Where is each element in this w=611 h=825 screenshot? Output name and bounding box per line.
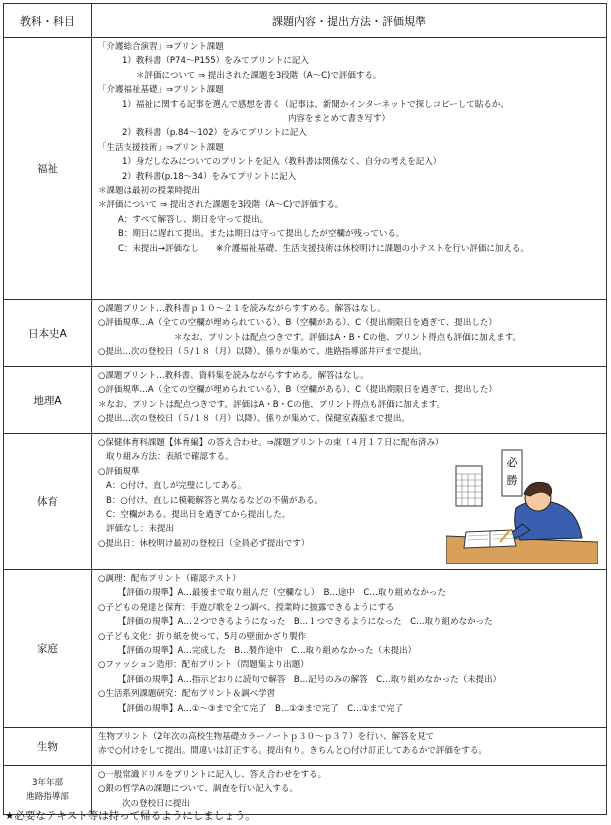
content-line: ○提出…次の登校日（５/１８（月）以降）、係りが集めて、進路指導部井戸まで提出。	[98, 347, 427, 358]
content-line: ○評価規準…A（全ての空欄が埋められている）、B（空欄がある）、C（提出期限日を過ぎて、提出した）	[98, 385, 497, 396]
content-line: ○ファッション造形：配布プリント（問題集より出題）	[98, 660, 309, 671]
content-line: 「生活支援技術」⇒プリント課題	[98, 142, 224, 153]
content-line: ＊評価について ⇒ 提出された課題を3段階（A〜C)で評価する。	[136, 70, 382, 81]
content-line: B：○付け、直しに模範解答と異なるなどの不備がある。	[106, 495, 323, 506]
content-cell-seibutsu	[92, 728, 607, 766]
content-line: ＊なお、プリントは配点つきです。評価はA・B・Cの他、プリント得点も評価に加えます。	[174, 332, 522, 343]
footer-note: ★必要なテキスト等は持って帰るようにしましょう。	[5, 810, 256, 822]
content-line: ○子どもの発達と保育：手遊び歌を２つ調べ、授業時に披露できるようにする	[98, 602, 395, 613]
content-line: 評価なし：未提出	[106, 524, 175, 535]
content-line: A：○付け、直しが完璧にしてある。	[106, 481, 247, 492]
poster-text-2: 勝	[506, 474, 518, 487]
subject-cell-chiri: 地理A	[4, 367, 92, 434]
assignment-table	[3, 3, 607, 815]
content-line: ＊なお、プリントは配点つきです。評価はA・B・Cの他、プリント得点も評価に加えます。	[98, 399, 446, 410]
content-line: ○調理：配布プリント（確認テスト）	[98, 574, 241, 584]
table-header-row	[4, 4, 607, 38]
content-line: 【評価の規準】A…完成した B…製作途中 C…取り組めなかった（未提出）	[118, 646, 417, 657]
content-line: ○子ども文化：折り紙を使って、5月の壁面かざり製作	[98, 631, 307, 642]
content-line: ○評価規準…A（全ての空欄が埋められている）、B（空欄がある）、C（提出期限日を過ぎて、提出した）	[98, 318, 497, 329]
content-cell-taiiku	[92, 434, 607, 570]
content-line: ○提出…次の登校日（５/１８（月）以降）、係りが集めて、保健室森脇まで提出。	[98, 414, 410, 425]
student-studying-illustration	[446, 446, 598, 564]
content-line: ○一般常識ドリルをプリントに記入し、答え合わせをする。	[98, 770, 327, 780]
table-row	[4, 300, 607, 367]
content-line: 【評価の規準】A…①～③まで全て完了 B…①②まで完了 C…①まで完了	[118, 703, 404, 714]
content-line: 次の登校日に提出	[122, 798, 191, 809]
content-line: ○銀の哲学Aの課題について、調査を行い記入する。	[98, 784, 298, 795]
subject-line: 進路指導部	[26, 792, 69, 802]
content-column-header: 課題内容・提出方法・評価規準	[92, 4, 607, 38]
content-line: 「介護福祉基礎」⇒プリント課題	[98, 85, 224, 96]
content-line: ○提出日：休校明け最初の登校日（全員必ず提出です）	[98, 538, 310, 549]
table-row	[4, 38, 607, 300]
content-line: ＊課題は最初の授業時提出	[98, 186, 201, 197]
table-row	[4, 434, 607, 570]
content-line: 【評価の規準】A…最後まで取り組んだ（空欄なし） B…途中 C…取り組めなかった	[118, 588, 446, 599]
content-line: 1）教科書（P74〜P155）をみてプリントに記入	[122, 56, 309, 67]
content-cell-nihonshi	[92, 300, 607, 367]
subject-line: 3年年部	[32, 778, 63, 788]
content-line: 1）身だしなみについてのプリントを記入（教科書は関係なく、自分の考えを記入）	[122, 157, 442, 168]
content-line: ○課題プリント…教科書、資料集を読みながらすすめる。解答はなし。	[98, 371, 369, 381]
content-line: ○生活系列課題研究：配布プリント＆調べ学習	[98, 689, 276, 700]
subject-cell-fukushi: 福祉	[4, 38, 92, 300]
content-cell-katei	[92, 570, 607, 728]
content-line: C：空欄がある。提出日を過ぎてから提出した。	[106, 510, 291, 521]
content-line: C：未提出→評価なし ※介護福祉基礎、生活支援技術は休校明けに課題の小テストを行い評価に加える。	[118, 243, 529, 254]
content-cell-chiri	[92, 367, 607, 434]
content-line: ○評価規準	[98, 466, 140, 477]
content-line: 【評価の規準】A…２つできるようになった B…１つできるようになった C…取り組めなかった	[118, 617, 493, 628]
content-line: 取り組み方法：表紙で確認する。	[106, 452, 234, 463]
content-line: 生物プリント（2年次の高校生物基礎カラーノートｐ３０～ｐ３７）を行い、解答を見て	[98, 732, 435, 742]
content-line: 1）福祉に関する記事を選んで感想を書く（記事は、新聞かインターネットで探しコピーして貼るか、	[122, 99, 509, 110]
content-cell-fukushi	[92, 38, 607, 300]
content-line: ＊評価について ⇒ 提出された課題を3段階（A〜C)で評価する。	[98, 200, 344, 211]
content-line: ○保健体育科課題【体育編】の答え合わせ。⇒課題プリントの束（４月１７日に配布済み）	[98, 438, 444, 448]
content-line: 【評価の規準】A…指示どおりに読句で解答 B…記号のみの解答 C…取り組めなかった（未提出）	[118, 674, 502, 685]
content-line: 「介護総合演習」⇒プリント課題	[98, 42, 224, 52]
content-line: 2）教科書(p.18〜34）をみてプリントに記入	[122, 171, 297, 182]
table-row	[4, 367, 607, 434]
content-line: 内容をまとめて書き写す）	[288, 114, 391, 125]
content-line: A：すべて解答し、期日を守って提出。	[118, 214, 269, 225]
subject-cell-taiiku: 体育	[4, 434, 92, 570]
poster-text-1: 必	[506, 456, 518, 469]
content-line: ○課題プリント…教科書ｐ１０～２１を読みながらすすめる。解答はなし。	[98, 304, 386, 314]
content-line: 2）教科書（p.84〜102）をみてプリントに記入	[122, 128, 307, 139]
content-line: B：期日に遅れて提出。または期日は守って提出したが空欄が残っている。	[118, 229, 405, 240]
subject-cell-seibutsu: 生物	[4, 728, 92, 766]
subject-cell-nihonshi: 日本史A	[4, 300, 92, 367]
subject-column-header: 教科・科目	[4, 4, 92, 38]
table-row	[4, 570, 607, 728]
table-row	[4, 728, 607, 766]
subject-cell-katei: 家庭	[4, 570, 92, 728]
content-line: 赤で○付けをして提出。間違いは訂正する。提出有り。きちんと○付け訂正してあるかで評価をする。	[98, 746, 487, 757]
